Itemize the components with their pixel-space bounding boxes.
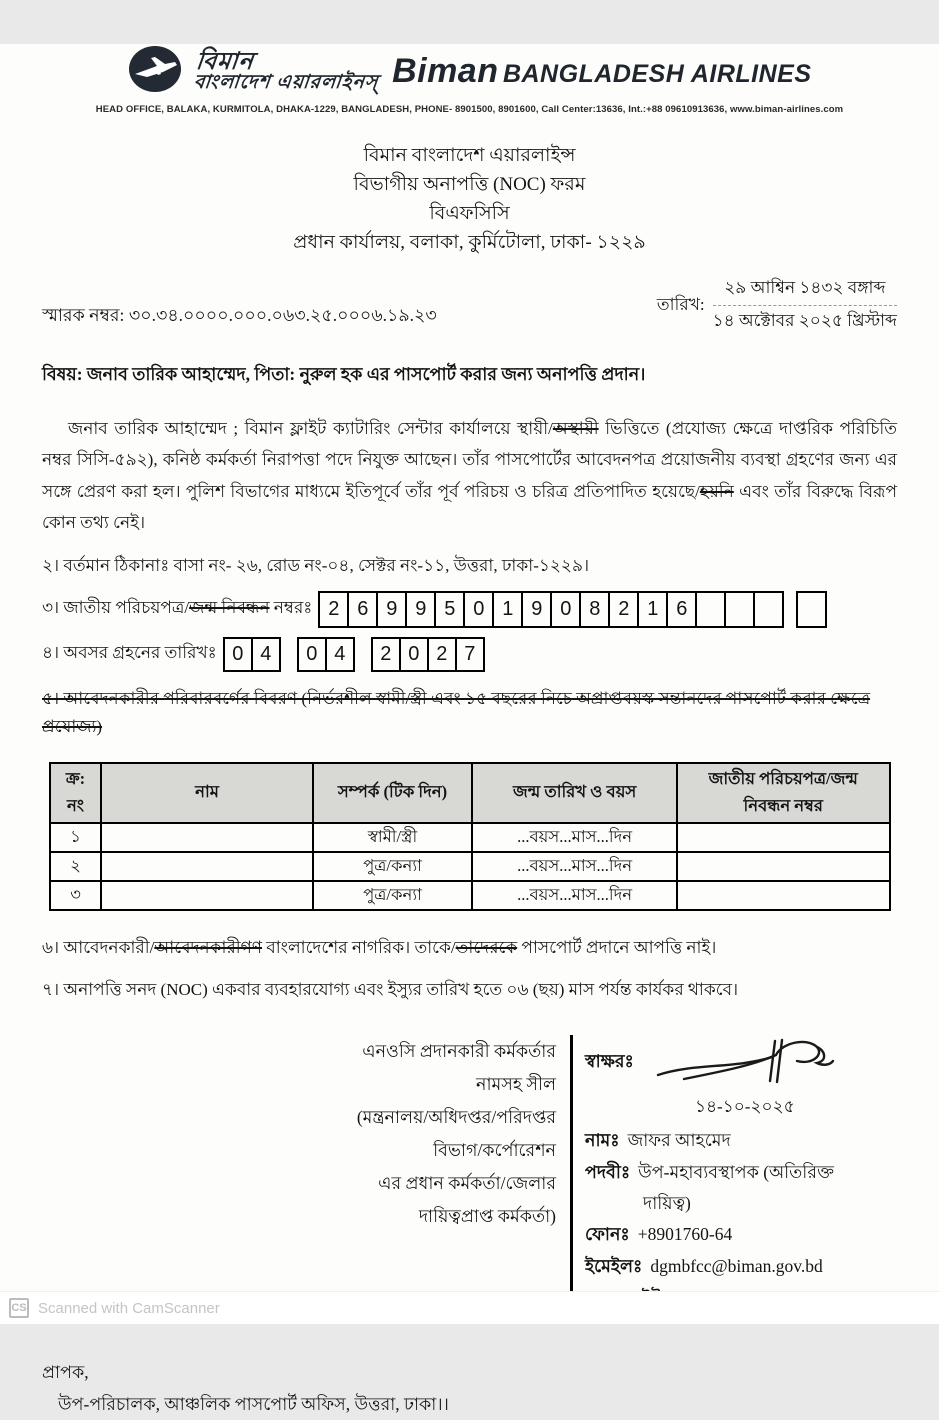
- officer-name-row: নামঃ জাফর আহমেদ: [585, 1124, 873, 1156]
- item-citizenship: ৬। আবেদনকারী/আবেদনকারীগণ বাংলাদেশের নাগরিক। তাকে/তাদেরকে পাসপোর্ট প্রদানে আপত্তি নাই।: [42, 937, 717, 957]
- nid-label: ৩। জাতীয় পরিচয়পত্র/জন্ম নিবন্ধন নম্বরঃ: [42, 598, 313, 618]
- camscanner-footer: [0, 1291, 939, 1324]
- issuing-officer-caption: এনওসি প্রদানকারী কর্মকর্তার নামসহ সীল (মন্ত্রনালয়/অধিদপ্তর/পরিদপ্তর বিভাগ/কর্পোরেশন এর প্রধান কর্মকর্তা/জেলার দায়িত্বপ্রাপ্ত কর্মকর্তা): [356, 1040, 556, 1226]
- date-block: [657, 275, 897, 336]
- officer-phone-row: ফোনঃ +8901760-64: [585, 1218, 873, 1250]
- nid-digit-box: 8: [579, 591, 610, 628]
- header-birthdate-age: জন্ম তারিখ ও বয়স: [472, 763, 677, 823]
- header-name: নাম: [101, 763, 312, 823]
- brand-wordmark: [392, 52, 811, 91]
- signature-label: স্বাক্ষরঃ: [585, 1050, 634, 1071]
- memo-label: স্মারক নম্বর:: [42, 305, 125, 325]
- nid-digit-box: 2: [318, 591, 349, 628]
- body-paragraph: [42, 413, 897, 539]
- item-family-details-heading: ৫। আবেদনকারীর পরিবারবর্গের বিবরণ (নির্ভরশীল স্বামী/স্ত্রী এবং ১৫ বছরের নিচে অপ্রাপ্তবয়স্ক সন্তানদের পাসপোর্ট করার ক্ষেত্রে প্রযোজ্য): [42, 688, 871, 736]
- form-title-line1: বিমান বাংলাদেশ এয়ারলাইন্স: [363, 145, 576, 166]
- signature-scribble: [654, 1035, 834, 1092]
- nid-digit-box: 6: [347, 591, 378, 628]
- nid-digit-box: 9: [521, 591, 552, 628]
- memo-number: ৩০.৩৪.০০০০.০০০.০৬৩.২৫.০০০৬.১৯.২৩: [128, 305, 437, 325]
- head-office-address: HEAD OFFICE, BALAKA, KURMITOLA, DHAKA-1229, BANGLADESH, PHONE- 8901500, 8901600, Call Center:13636, Int.:+88 09610913636, www.biman-airlines.com: [95, 104, 844, 115]
- form-title-block: [36, 141, 903, 257]
- camscanner-text: Scanned with CamScanner: [38, 1299, 220, 1317]
- form-title-line2: বিভাগীয় অনাপত্তি (NOC) ফরম: [353, 174, 586, 195]
- header-nid: জাতীয় পরিচয়পত্র/জন্ম নিবন্ধন নম্বর: [677, 763, 890, 823]
- memo-number-line: [42, 303, 437, 336]
- nid-digit-box: 0: [463, 591, 494, 628]
- officer-name: জাফর আহমেদ: [627, 1129, 731, 1150]
- nid-digit-box: 9: [405, 591, 436, 628]
- recipient-block: [42, 1356, 897, 1420]
- body-struck-word: হয়নি: [699, 481, 734, 501]
- nid-digit-box: 1: [492, 591, 523, 628]
- nid-digit-box: [753, 591, 784, 628]
- recipient-address: উপ-পরিচালক, আঞ্চলিক পাসপোর্ট অফিস, উত্তরা, ঢাকা।।: [58, 1393, 449, 1414]
- table-row: ২ পুত্র/কন্যা ...বয়স...মাস...দিন: [50, 852, 890, 881]
- nid-digit-boxes: [318, 591, 827, 628]
- subject-text: জনাব তারিক আহাম্মেদ, পিতা: নুরুল হক এর পাসপোর্ট করার জন্য অনাপত্তি প্রদান।: [86, 364, 646, 384]
- date-label: তারিখ:: [656, 294, 705, 314]
- nid-digit-box: 6: [666, 591, 697, 628]
- body-part: জনাব তারিক আহাম্মেদ ; বিমান ফ্লাইট ক্যাটারিং সেন্টার কার্যালয়ে স্থায়ী/: [68, 419, 553, 438]
- body-part: ভিত্তিতে (প্রযোজ্য ক্ষেত্রে দাপ্তরিক পরিচিতি নম্বর সিসি-৫৯২), কনিষ্ঠ কর্মকর্তা নিরাপত্তা পদে নিযুক্ত আছেন। তাঁর পাসপোর্টের আবেদনপত্র প্রয়োজনীয় ব্যবস্থা গ্রহণের জন্য এর সঙ্গে প্রেরণ করা হল। পুলিশ বিভাগের মাধ্যমে ইতিপূর্বে তাঁর পূর্ব পরিচয় ও চরিত্র প্রতিপাদিত হয়েছে/: [42, 419, 897, 501]
- table-row: ১ স্বামী/স্ত্রী ...বয়স...মাস...দিন: [50, 823, 890, 852]
- table-row: ৩ পুত্র/কন্যা ...বয়স...মাস...দিন: [50, 881, 890, 910]
- retirement-label: ৪। অবসর গ্রহনের তারিখঃ: [42, 643, 217, 663]
- table-header-row: [50, 763, 890, 823]
- nid-digit-box: 1: [637, 591, 668, 628]
- recipient-salutation: প্রাপক,: [42, 1361, 89, 1382]
- date-gregorian: ১৪ অক্টোবর ২০২৫ খ্রিস্টাব্দ: [712, 311, 897, 330]
- nid-digit-box: [695, 591, 726, 628]
- retirement-day-boxes: 0 4: [223, 637, 281, 672]
- biman-logo-icon: [127, 44, 183, 99]
- family-members-table: [49, 762, 891, 911]
- officer-designation-cont: দায়িত্ব): [643, 1192, 691, 1213]
- body-part: এবং তাঁর বিরুদ্ধে বিরূপ কোন তথ্য নেই।: [42, 481, 897, 533]
- date-bangla: ২৯ আশ্বিন ১৪৩২ বঙ্গাব্দ: [713, 275, 897, 306]
- nid-digit-box: 9: [376, 591, 407, 628]
- body-struck-word: অস্থায়ী: [552, 419, 599, 438]
- officer-email-row: ইমেইলঃ dgmbfcc@biman.gov.bd: [585, 1250, 873, 1282]
- form-title-line3: বিএফসিসি: [429, 203, 510, 224]
- nid-digit-box: [796, 591, 827, 628]
- scanned-noc-document: [0, 44, 939, 1414]
- logo-bengali-wordmark: বিমান বাংলাদেশ এয়ারলাইনস্: [193, 49, 381, 93]
- letterhead: [36, 44, 903, 99]
- nid-digit-box: [724, 591, 755, 628]
- signature-date: ১৪-১০-২০২৫: [695, 1096, 795, 1116]
- header-relation: সম্পর্ক (টিক দিন): [313, 763, 473, 823]
- nid-digit-box: 5: [434, 591, 465, 628]
- header-serial: ক্র: নং: [50, 763, 102, 823]
- item-nid-number: [42, 591, 903, 628]
- retirement-year-boxes: 2 0 2 7: [371, 637, 485, 672]
- officer-designation: উপ-মহাব্যবস্থাপক (অতিরিক্ত: [638, 1161, 834, 1182]
- officer-phone: +8901760-64: [637, 1223, 733, 1244]
- form-title-line4: প্রধান কার্যালয়, বলাকা, কুর্মিটোলা, ঢাকা- ১২২৯: [293, 232, 646, 253]
- item-noc-validity: ৭। অনাপত্তি সনদ (NOC) একবার ব্যবহারযোগ্য এবং ইস্যুর তারিখ হতে ০৬ (ছয়) মাস পর্যন্ত কার্যকর থাকবে।: [42, 979, 739, 999]
- brand-bangladesh-airlines: BANGLADESH AIRLINES: [502, 60, 812, 88]
- officer-details: [573, 1035, 873, 1314]
- officer-email: dgmbfcc@biman.gov.bd: [650, 1255, 823, 1276]
- memo-date-row: [42, 275, 897, 336]
- subject-label: বিষয়:: [42, 364, 83, 384]
- signature-row: [585, 1035, 873, 1092]
- camscanner-icon: CS: [9, 1298, 29, 1318]
- brand-biman: Biman: [392, 52, 499, 90]
- nid-digit-box: 0: [550, 591, 581, 628]
- subject-line: [42, 362, 897, 391]
- officer-designation-row: পদবীঃ উপ-মহাব্যবস্থাপক (অতিরিক্ত: [585, 1156, 873, 1188]
- item-retirement-date: [42, 637, 903, 672]
- nid-digit-box: 2: [608, 591, 639, 628]
- retirement-month-boxes: 0 4: [297, 637, 355, 672]
- signature-block: [36, 1035, 873, 1314]
- item-current-address: ২। বর্তমান ঠিকানাঃ বাসা নং- ২৬, রোড নং-০৪, সেক্টর নং-১১, উত্তরা, ঢাকা-১২২৯।: [42, 555, 590, 575]
